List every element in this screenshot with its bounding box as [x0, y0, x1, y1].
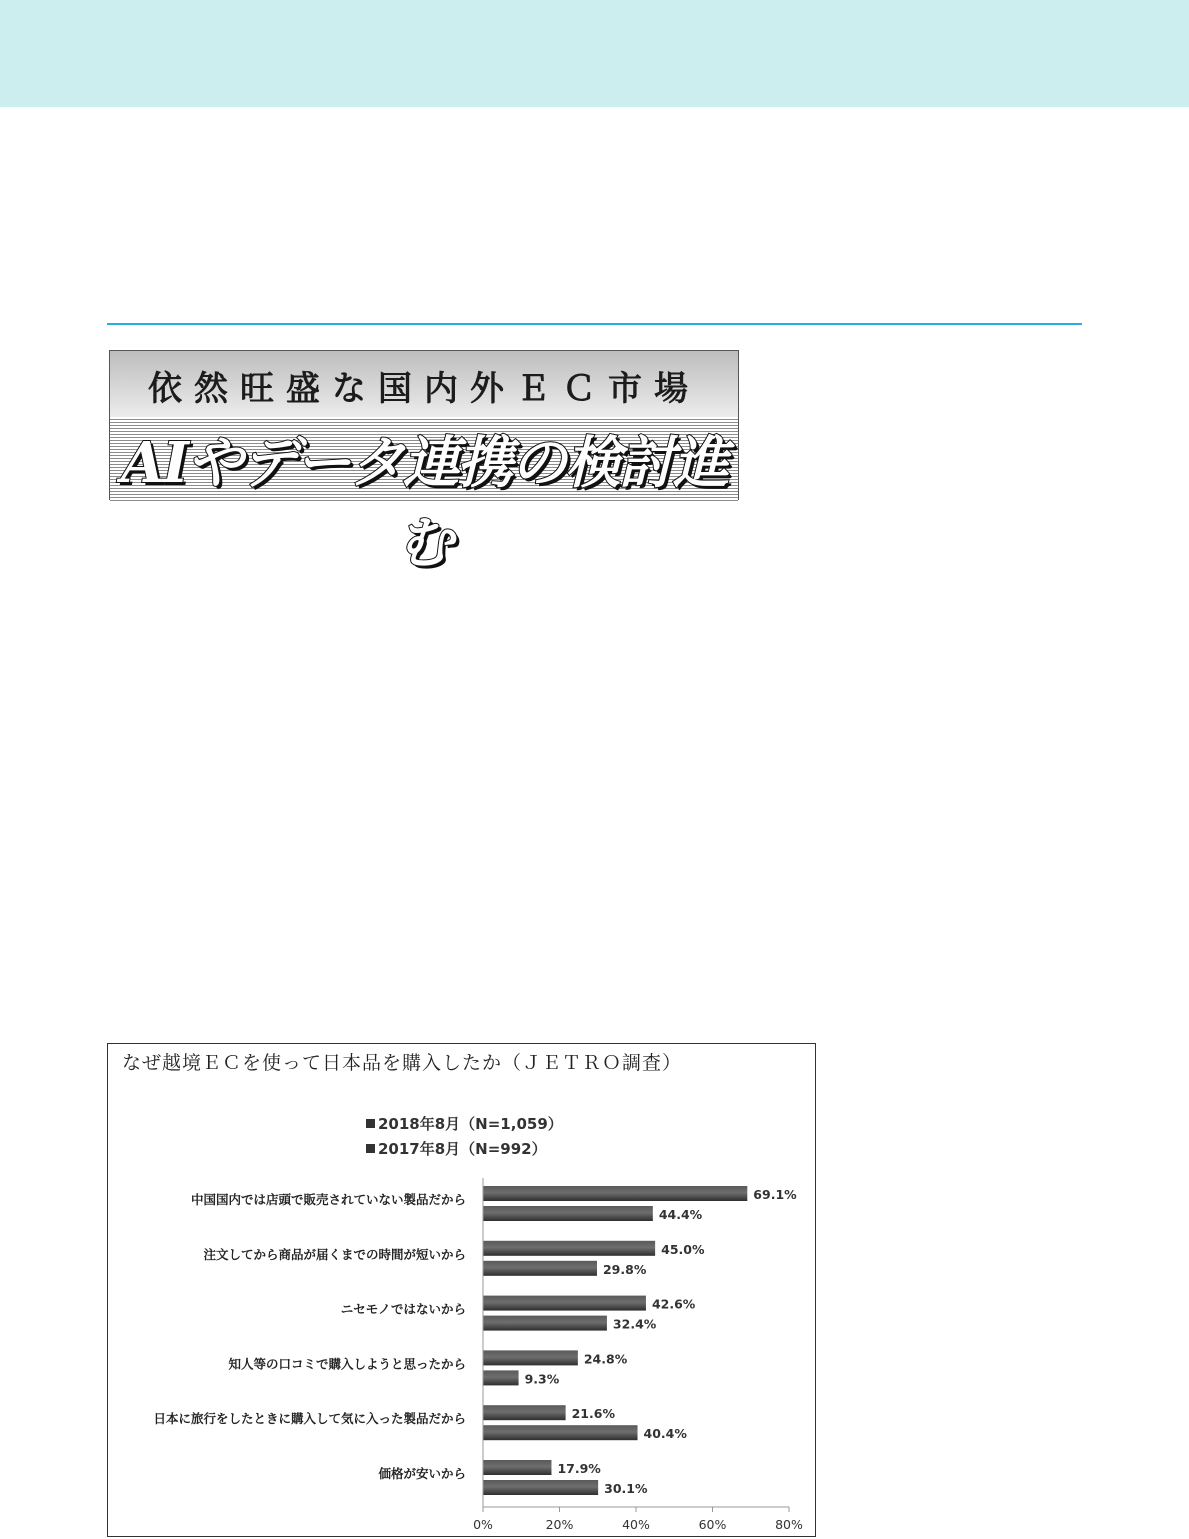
data-label: 42.6% [651, 1296, 696, 1312]
bar [483, 1206, 653, 1221]
header-band [0, 0, 1189, 107]
bar [483, 1296, 646, 1311]
bar [483, 1350, 578, 1365]
category-label: 中国国内では店頭で販売されていない製品だから [190, 1192, 466, 1207]
x-tick-label: 20% [545, 1517, 574, 1532]
data-label: 69.1% [753, 1187, 797, 1202]
data-label: 9.3% [524, 1371, 560, 1387]
data-label: 44.4% [658, 1207, 703, 1222]
data-label: 30.1% [604, 1481, 648, 1496]
bar [483, 1261, 597, 1276]
data-label: 40.4% [643, 1426, 687, 1442]
category-label: 知人等の口コミで購入しようと思ったから [228, 1356, 466, 1372]
category-label: ニセモノではないから [340, 1301, 466, 1317]
data-label: 45.0% [661, 1241, 705, 1257]
bar [483, 1480, 598, 1495]
x-tick-label: 0% [473, 1517, 493, 1532]
data-label: 32.4% [612, 1316, 657, 1332]
bar [483, 1425, 638, 1440]
bar [483, 1186, 747, 1201]
legend-label: 2017年8月（N=992） [378, 1140, 547, 1158]
data-label: 29.8% [602, 1261, 647, 1277]
data-label: 17.9% [557, 1461, 601, 1476]
data-label: 24.8% [583, 1351, 628, 1367]
chart-panel [107, 1043, 816, 1537]
bar-chart [108, 1044, 815, 1536]
bar [483, 1241, 655, 1256]
x-tick-label: 60% [698, 1517, 727, 1532]
bar [483, 1405, 566, 1420]
headline-banner [109, 350, 739, 576]
chart-title: なぜ越境ＥＣを使って日本品を購入したか（ＪＥＴＲＯ調査） [122, 1052, 683, 1074]
headline-subtitle: 依然旺盛な国内外ＥＣ市場 [148, 369, 700, 409]
category-label: 注文してから商品が届くまでの時間が短いから [203, 1246, 466, 1262]
legend-label: 2018年8月（N=1,059） [378, 1115, 563, 1133]
x-tick-label: 80% [775, 1517, 803, 1532]
bar [483, 1316, 607, 1331]
category-label: 日本に旅行をしたときに購入して気に入った製品だから [153, 1411, 466, 1427]
bar [483, 1460, 551, 1475]
category-label: 価格が安いから [378, 1466, 466, 1481]
bar [483, 1370, 519, 1385]
headline-title: AIやデータ連携の検討進む [121, 430, 727, 576]
section-divider [107, 323, 1082, 325]
data-label: 21.6% [571, 1406, 615, 1422]
x-tick-label: 40% [622, 1517, 650, 1532]
